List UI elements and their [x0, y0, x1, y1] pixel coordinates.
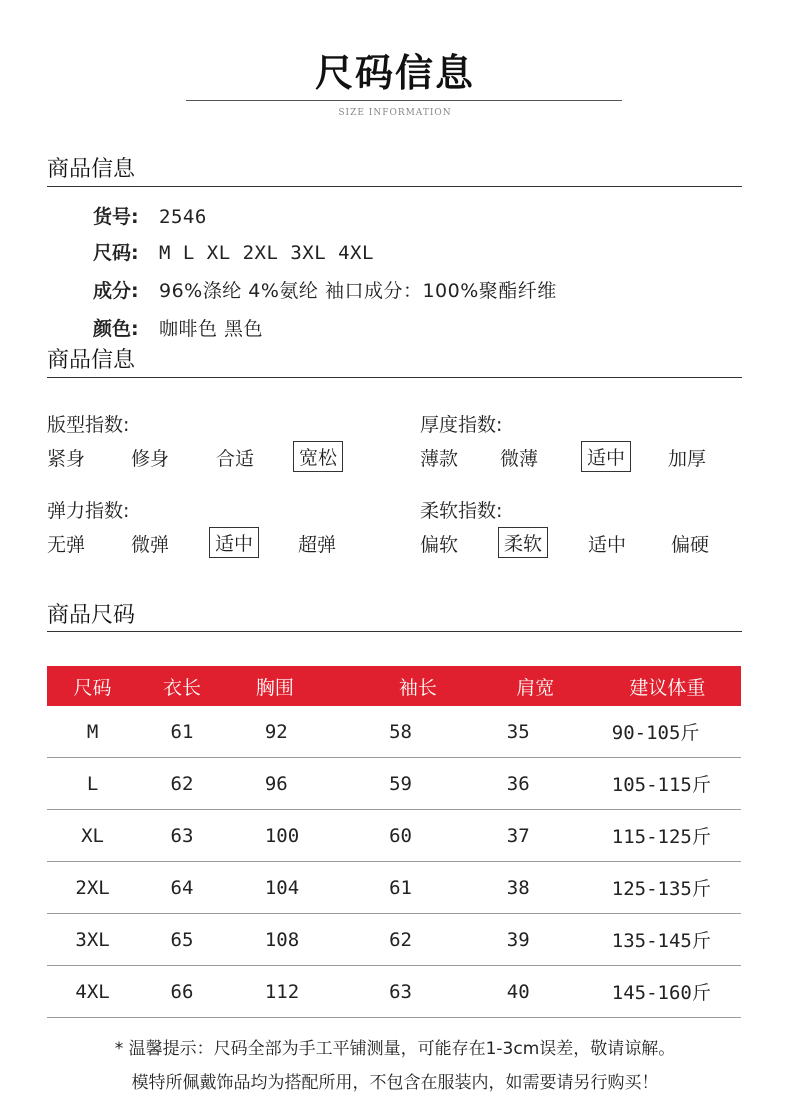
column-header: 衣长: [138, 666, 226, 706]
table-cell: 64: [138, 862, 226, 914]
table-cell: 2XL: [47, 862, 138, 914]
table-cell: 61: [138, 706, 226, 758]
info-label: 货号:: [93, 206, 139, 228]
column-header: 肩宽: [477, 666, 594, 706]
table-cell: 92: [226, 706, 359, 758]
table-cell: 145-160斤: [594, 966, 741, 1018]
table-row: [47, 862, 741, 914]
size-chart-divider: [47, 631, 742, 632]
page-subtitle: SIZE INFORMATION: [338, 108, 452, 118]
table-cell: 115-125斤: [594, 810, 741, 862]
elasticity-index-label: 弹力指数:: [47, 500, 130, 522]
info-label: 尺码:: [93, 242, 139, 264]
table-row: [47, 966, 741, 1018]
product-info-heading: 商品信息: [47, 157, 136, 182]
accessories-note: 模特所佩戴饰品均为搭配所用，不包含在服装内，如需要请另行购买！: [131, 1073, 659, 1093]
measurement-note: * 温馨提示：尺码全部为手工平铺测量，可能存在1-3cm误差，敬请谅解。: [114, 1039, 676, 1059]
table-cell: 60: [359, 810, 477, 862]
table-row: [47, 914, 741, 966]
table-cell: 65: [138, 914, 226, 966]
thickness-index-label: 厚度指数:: [420, 414, 503, 436]
softness-index-label: 柔软指数:: [420, 500, 503, 522]
fit-option: 紧身: [47, 448, 86, 470]
info-row-colors: [93, 314, 263, 341]
info-row-item-number: [93, 202, 207, 229]
softness-option-selected: 柔软: [498, 527, 548, 558]
table-cell: 36: [477, 758, 594, 810]
elasticity-option: 微弹: [131, 534, 170, 556]
table-cell: 100: [226, 810, 359, 862]
fit-option: 合适: [216, 448, 255, 470]
info-row-sizes: [93, 238, 374, 265]
table-cell: 112: [226, 966, 359, 1018]
size-table-header-row: [47, 666, 741, 706]
table-cell: XL: [47, 810, 138, 862]
table-cell: 61: [359, 862, 477, 914]
thickness-option: 微薄: [500, 448, 539, 470]
softness-option: 适中: [588, 534, 627, 556]
table-cell: L: [47, 758, 138, 810]
table-row: [47, 810, 741, 862]
thickness-option: 薄款: [420, 448, 459, 470]
column-header: 尺码: [47, 666, 138, 706]
info-label: 成分:: [93, 280, 139, 302]
thickness-option-selected: 适中: [581, 441, 631, 472]
table-cell: 66: [138, 966, 226, 1018]
column-header: 袖长: [359, 666, 477, 706]
fit-option: 修身: [131, 448, 170, 470]
table-row: [47, 758, 741, 810]
info-value: 咖啡色 黑色: [159, 318, 264, 340]
info-value: 96%涤纶 4%氨纶 袖口成分：100%聚酯纤维: [159, 280, 557, 302]
product-info-divider: [47, 186, 742, 187]
info-label: 颜色:: [93, 318, 139, 340]
table-cell: 38: [477, 862, 594, 914]
thickness-option: 加厚: [668, 448, 707, 470]
table-cell: 104: [226, 862, 359, 914]
fit-index-label: 版型指数:: [47, 414, 130, 436]
info-value: M L XL 2XL 3XL 4XL: [159, 242, 374, 264]
table-cell: 39: [477, 914, 594, 966]
table-cell: 4XL: [47, 966, 138, 1018]
table-cell: 105-115斤: [594, 758, 741, 810]
fit-option-selected: 宽松: [293, 441, 343, 472]
table-cell: 59: [359, 758, 477, 810]
table-cell: 63: [138, 810, 226, 862]
table-cell: 125-135斤: [594, 862, 741, 914]
size-chart-heading: 商品尺码: [47, 603, 136, 628]
table-cell: 3XL: [47, 914, 138, 966]
title-divider: [186, 100, 622, 101]
size-table: [47, 666, 741, 1018]
table-cell: 58: [359, 706, 477, 758]
elasticity-option: 无弹: [47, 534, 86, 556]
indices-divider: [47, 377, 742, 378]
table-cell: 62: [359, 914, 477, 966]
table-cell: 108: [226, 914, 359, 966]
info-row-composition: [93, 276, 557, 303]
table-cell: 40: [477, 966, 594, 1018]
info-value: 2546: [159, 206, 207, 228]
page-title: 尺码信息: [314, 51, 475, 95]
table-cell: 62: [138, 758, 226, 810]
table-cell: 35: [477, 706, 594, 758]
table-cell: 135-145斤: [594, 914, 741, 966]
table-cell: 37: [477, 810, 594, 862]
column-header: 胸围: [226, 666, 359, 706]
table-cell: M: [47, 706, 138, 758]
table-row: [47, 706, 741, 758]
elasticity-option-selected: 适中: [209, 527, 259, 558]
softness-option: 偏软: [420, 534, 459, 556]
table-cell: 90-105斤: [594, 706, 741, 758]
elasticity-option: 超弹: [298, 534, 337, 556]
softness-option: 偏硬: [671, 534, 710, 556]
table-cell: 63: [359, 966, 477, 1018]
indices-heading: 商品信息: [47, 348, 136, 373]
column-header: 建议体重: [594, 666, 741, 706]
table-cell: 96: [226, 758, 359, 810]
